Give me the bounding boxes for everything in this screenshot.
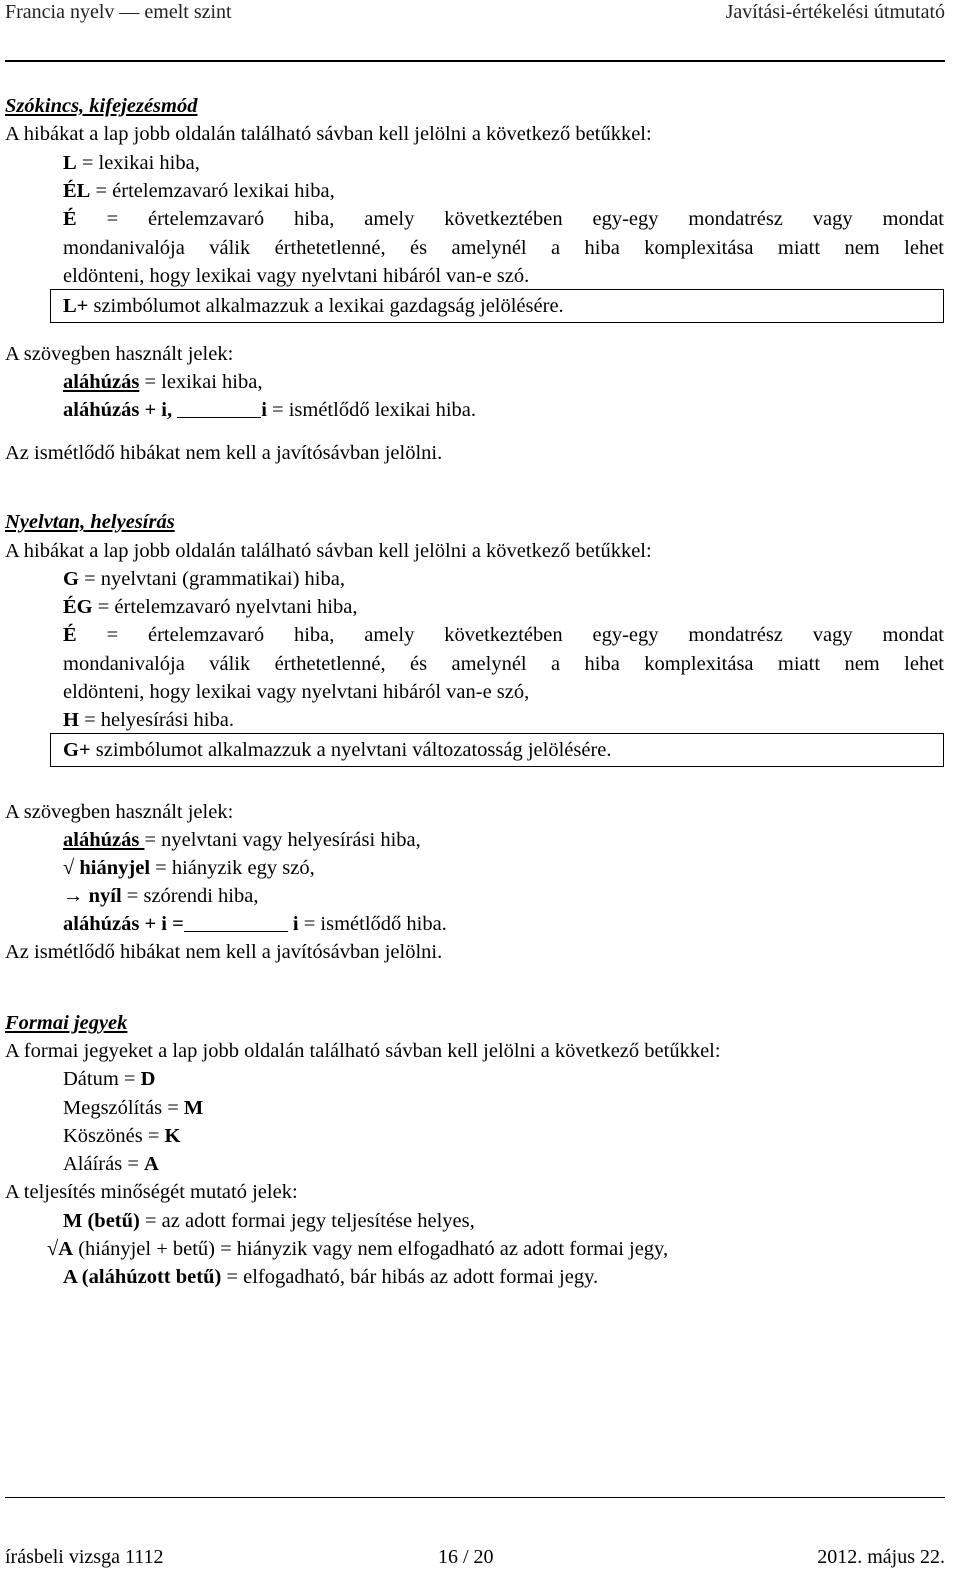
arrow-right-icon: → xyxy=(63,885,84,907)
section-title-form: Formai jegyek xyxy=(5,1012,128,1034)
mark-repeat: aláhúzás + i, i = ismétlődő lexikai hiba. xyxy=(63,399,477,421)
quality-intro: A teljesítés minőségét mutató jelek: xyxy=(5,1181,298,1203)
code-E-line2: mondanivalója válik érthetetlenné, és amelynél a hiba komplexitása miatt nem lehet xyxy=(63,237,944,259)
form-date: Dátum = D xyxy=(63,1068,156,1090)
page-footer xyxy=(5,1543,945,1573)
form-signature: Aláírás = A xyxy=(63,1153,159,1175)
quality-correct: M (betű) = az adott formai jegy teljesítése helyes, xyxy=(63,1210,475,1232)
code-H: H = helyesírási hiba. xyxy=(63,709,234,731)
header-doc-type: Javítási-értékelési útmutató xyxy=(725,1,945,23)
footer-date: 2012. május 22. xyxy=(817,1546,945,1568)
quality-missing: √A (hiányjel + betű) = hiányzik vagy nem elfogadható az adott formai jegy, xyxy=(47,1238,669,1260)
section-title-grammar: Nyelvtan, helyesírás xyxy=(5,511,175,533)
code-E-line3: eldönteni, hogy lexikai vagy nyelvtani hibáról van-e szó. xyxy=(63,265,530,287)
code-G: G = nyelvtani (grammatikai) hiba, xyxy=(63,568,345,590)
form-greeting: Köszönés = K xyxy=(63,1125,181,1147)
section-closing: Az ismétlődő hibákat nem kell a javítósávban jelölni. xyxy=(5,941,443,963)
section-closing: Az ismétlődő hibákat nem kell a javítósávban jelölni. xyxy=(5,442,443,464)
section-intro: A hibákat a lap jobb oldalán található sávban kell jelölni a következő betűkkel: xyxy=(5,540,652,562)
marks-intro: A szövegben használt jelek: xyxy=(5,343,234,365)
blank-line xyxy=(177,399,261,418)
section-intro: A hibákat a lap jobb oldalán található sávban kell jelölni a következő betűkkel: xyxy=(5,123,652,145)
mark-underline: aláhúzás = nyelvtani vagy helyesírási hiba, xyxy=(63,829,421,851)
page-number: 16 / 20 xyxy=(438,1546,494,1568)
section-title-vocabulary: Szókincs, kifejezésmód xyxy=(5,95,198,117)
check-icon: √ xyxy=(47,1238,59,1260)
check-icon: √ xyxy=(63,857,75,879)
code-EL: ÉL = értelemzavaró lexikai hiba, xyxy=(63,180,335,202)
section-intro: A formai jegyeket a lap jobb oldalán található sávban kell jelölni a következő betűkkel: xyxy=(5,1040,721,1062)
box-text-lexical: L+ szimbólumot alkalmazzuk a lexikai gazdagság jelölésére. xyxy=(63,295,564,317)
mark-arrow: → nyíl = szórendi hiba, xyxy=(63,885,259,907)
footer-rule xyxy=(5,1497,945,1498)
code-EG: ÉG = értelemzavaró nyelvtani hiba, xyxy=(63,596,358,618)
mark-repeat: aláhúzás + i = i = ismétlődő hiba. xyxy=(63,913,447,935)
box-text-grammar: G+ szimbólumot alkalmazzuk a nyelvtani változatosság jelölésére. xyxy=(63,739,612,761)
mark-caret: √ hiányjel = hiányzik egy szó, xyxy=(63,857,315,879)
code-E-line3: eldönteni, hogy lexikai vagy nyelvtani hibáról van-e szó, xyxy=(63,681,530,703)
header-rule xyxy=(5,60,945,62)
code-L: L = lexikai hiba, xyxy=(63,152,200,174)
code-E-line1: É = értelemzavaró hiba, amely következtében egy-egy mondatrész vagy mondat xyxy=(63,208,944,230)
mark-underline: aláhúzás = lexikai hiba, xyxy=(63,371,263,393)
quality-acceptable: A (aláhúzott betű) = elfogadható, bár hibás az adott formai jegy. xyxy=(63,1266,599,1288)
blank-line xyxy=(184,913,288,932)
marks-intro: A szövegben használt jelek: xyxy=(5,801,234,823)
footer-exam: írásbeli vizsga 1112 xyxy=(5,1546,164,1568)
form-salutation: Megszólítás = M xyxy=(63,1097,204,1119)
code-E-line1: É = értelemzavaró hiba, amely következtében egy-egy mondatrész vagy mondat xyxy=(63,624,944,646)
page-header xyxy=(5,0,945,26)
header-subject: Francia nyelv — emelt szint xyxy=(5,1,232,23)
code-E-line2: mondanivalója válik érthetetlenné, és amelynél a hiba komplexitása miatt nem lehet xyxy=(63,653,944,675)
